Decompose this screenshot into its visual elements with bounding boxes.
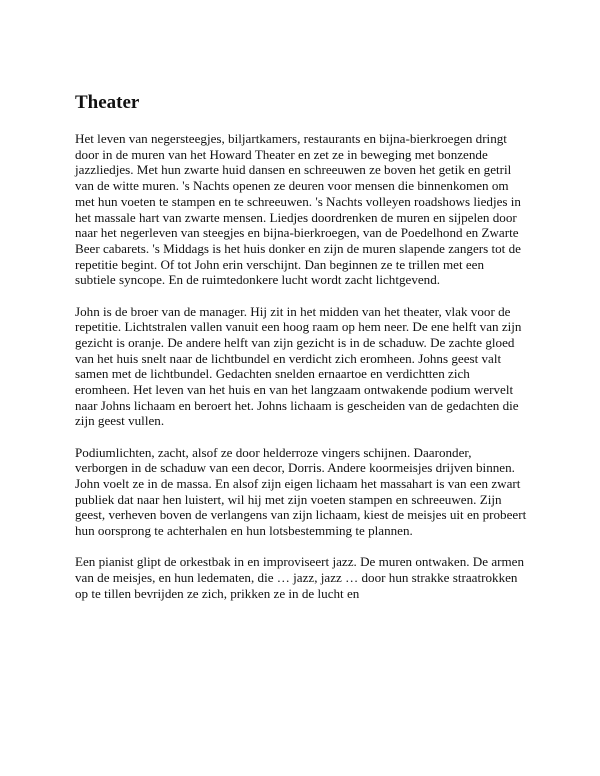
paragraph-1: Het leven van negersteegjes, biljartkamers, restaurants en bijna-bierkroegen dringt door in de muren van het Howard Theater en zet ze in beweging met bonzende jazzliedjes. Met hun zwarte huid dansen en schreeuwen ze boven het getik en getril van de witte muren. 's Nachts openen ze deuren voor mensen die binnenkomen om met hun voeten te stampen en te schreeuwen. 's Nachts volleyen roadshows liedjes in het massale hart van zwarte mensen. Liedjes doordrenken de muren en sijpelen door naar het negerleven van steegjes en bijna-bierkroegen, van de Poedelhond en Zwarte Beer cabarets. 's Middags is het huis donker en zijn de muren slapende zangers tot de repetitie begint. Of tot John erin verschijnt. Dan beginnen ze te trillen met een subtiele syncope. En de ruimtedonkere lucht wordt zacht lichtgevend. — [75, 131, 521, 288]
paragraph-2: John is de broer van de manager. Hij zit in het midden van het theater, vlak voor de repetitie. Lichtstralen vallen vanuit een hoog raam op hem neer. De ene helft van zijn gezicht is oranje. De andere helft van zijn gezicht is in de schaduw. De zachte gloed van het huis snelt naar de lichtbundel en verdicht zich eromheen. Johns geest valt samen met de lichtbundel. Gedachten snelden ernaartoe en verdichtten zich eromheen. Het leven van het huis en van het langzaam ontwakende podium wervelt naar Johns lichaam en beroert het. Johns lichaam is gescheiden van de gedachten die zijn geest vullen. — [75, 303, 522, 429]
document-page — [75, 92, 527, 617]
paragraph-3: Podiumlichten, zacht, alsof ze door helderroze vingers schijnen. Daaronder, verborgen in de schaduw van een decor, Dorris. Andere koormeisjes drijven binnen. John voelt ze in de massa. En alsof zijn eigen lichaam het massahart is van een zwart publiek dat naar hen luistert, wil hij met zijn voeten stampen en schreeuwen. Zijn geest, verheven boven de verlangens van zijn lichaam, kiest de meisjes uit en probeert hun oorsprong te achterhalen en hun lotsbestemming te plannen. — [75, 444, 527, 539]
paragraph-4: Een pianist glipt de orkestbak in en improviseert jazz. De muren ontwaken. De armen van de meisjes, en hun ledematen, die … jazz, jazz … door hun strakke straatrokken op te tillen bevrijden ze zich, prikken ze in de lucht en — [75, 554, 525, 601]
page-title: Theater — [75, 92, 140, 113]
